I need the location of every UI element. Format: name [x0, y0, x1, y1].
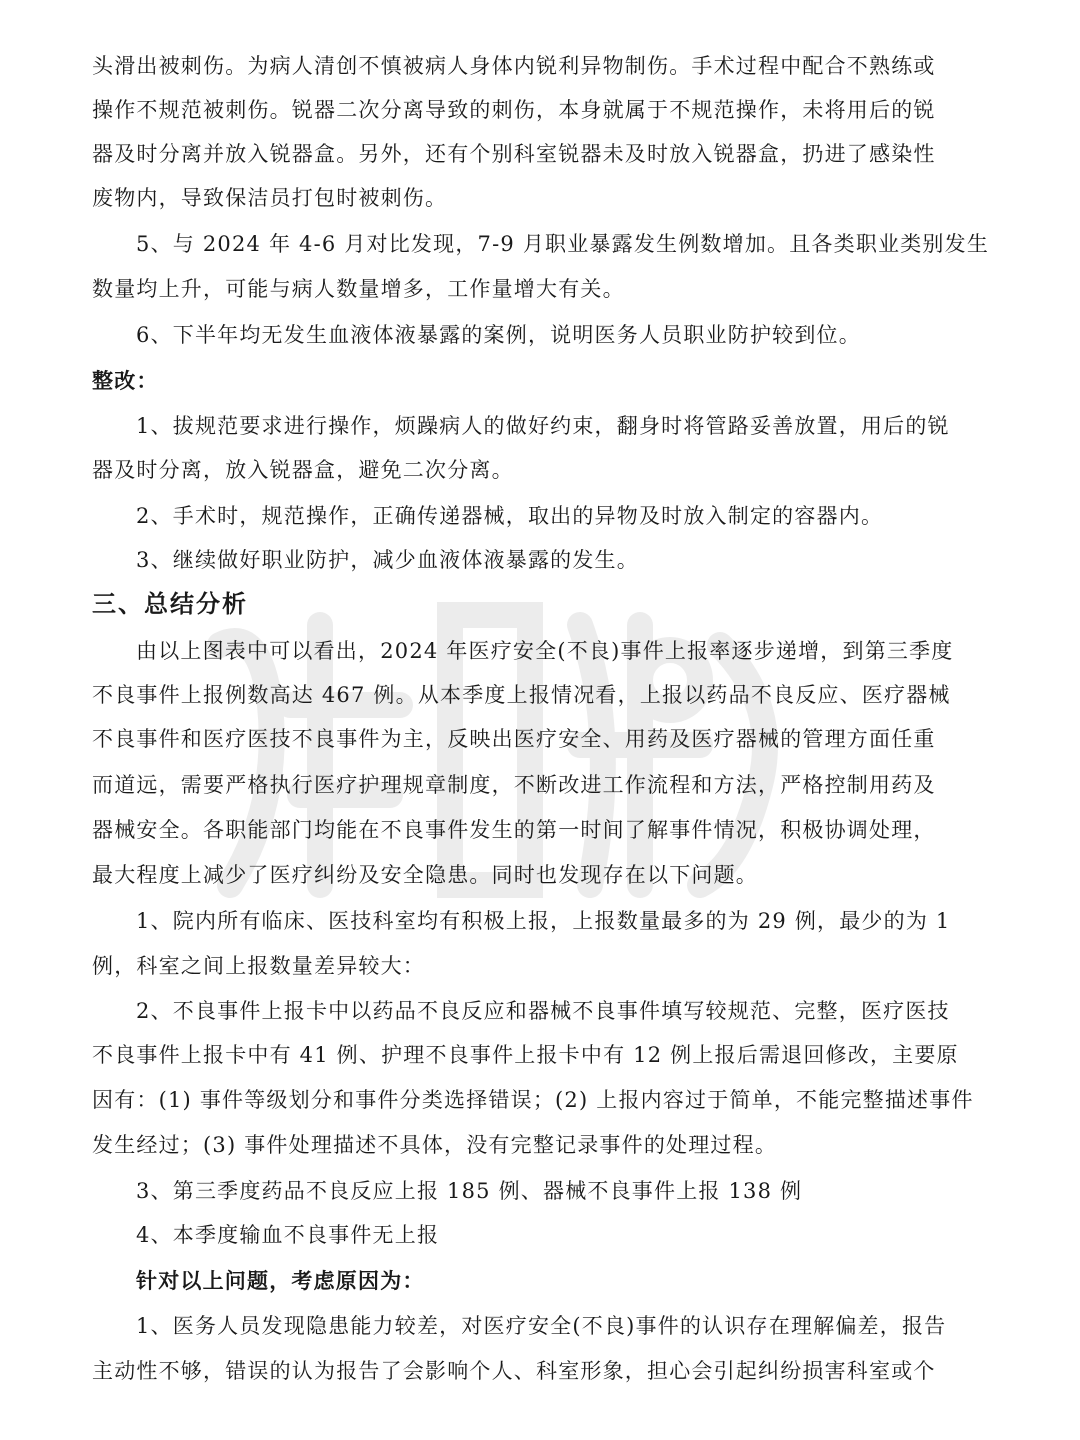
section-heading: 三、总结分析 — [92, 590, 248, 618]
paragraph-line: 4、本季度输血不良事件无上报 — [136, 1223, 440, 1247]
paragraph-line: 废物内，导致保洁员打包时被刺伤。 — [92, 186, 448, 210]
paragraph-line: 不良事件上报卡中有 41 例、护理不良事件上报卡中有 12 例上报后需退回修改，主要原 — [92, 1043, 959, 1067]
paragraph-line: 数量均上升，可能与病人数量增多，工作量增大有关。 — [92, 277, 625, 301]
section-label-rectification: 整改： — [92, 369, 159, 393]
paragraph-line: 头滑出被刺伤。为病人清创不慎被病人身体内锐利异物制伤。手术过程中配合不熟练或 — [92, 54, 936, 78]
paragraph-line: 发生经过；(3) 事件处理描述不具体，没有完整记录事件的处理过程。 — [92, 1133, 778, 1157]
paragraph-line: 器及时分离并放入锐器盒。另外，还有个别科室锐器未及时放入锐器盒，扔进了感染性 — [92, 142, 936, 166]
paragraph-line: 主动性不够，错误的认为报告了会影响个人、科室形象，担心会引起纠纷损害科室或个 — [92, 1359, 936, 1383]
paragraph-line: 2、手术时，规范操作，正确传递器械，取出的异物及时放入制定的容器内。 — [136, 504, 884, 528]
paragraph-line: 1、院内所有临床、医技科室均有积极上报，上报数量最多的为 29 例，最少的为 1 — [136, 909, 951, 933]
paragraph-line: 器及时分离，放入锐器盒，避免二次分离。 — [92, 458, 514, 482]
paragraph-line: 器械安全。各职能部门均能在不良事件发生的第一时间了解事件情况，积极协调处理， — [92, 818, 936, 842]
paragraph-line: 不良事件上报例数高达 467 例。从本季度上报情况看，上报以药品不良反应、医疗器械 — [92, 683, 951, 707]
paragraph-line: 5、与 2024 年 4-6 月对比发现，7-9 月职业暴露发生例数增加。且各类职业类别发生 — [136, 232, 990, 256]
paragraph-line: 1、医务人员发现隐患能力较差，对医疗安全(不良)事件的认识存在理解偏差，报告 — [136, 1314, 947, 1338]
paragraph-line: 因有：(1) 事件等级划分和事件分类选择错误；(2) 上报内容过于简单，不能完整描述事件 — [92, 1088, 974, 1112]
paragraph-line: 最大程度上减少了医疗纠纷及安全隐患。同时也发现存在以下问题。 — [92, 863, 758, 887]
paragraph-line: 3、第三季度药品不良反应上报 185 例、器械不良事件上报 138 例 — [136, 1179, 803, 1203]
paragraph-line: 由以上图表中可以看出，2024 年医疗安全(不良)事件上报率逐步递增，到第三季度 — [136, 639, 954, 663]
paragraph-line: 2、不良事件上报卡中以药品不良反应和器械不良事件填写较规范、完整，医疗医技 — [136, 999, 950, 1023]
subheading-causes: 针对以上问题，考虑原因为： — [136, 1269, 425, 1293]
paragraph-line: 例，科室之间上报数量差异较大： — [92, 954, 425, 978]
paragraph-line: 1、拔规范要求进行操作，烦躁病人的做好约束，翻身时将管路妥善放置，用后的锐 — [136, 414, 950, 438]
paragraph-line: 不良事件和医疗医技不良事件为主，反映出医疗安全、用药及医疗器械的管理方面任重 — [92, 727, 936, 751]
paragraph-line: 而道远，需要严格执行医疗护理规章制度，不断改进工作流程和方法，严格控制用药及 — [92, 773, 936, 797]
paragraph-line: 3、继续做好职业防护，减少血液体液暴露的发生。 — [136, 548, 639, 572]
paragraph-line: 操作不规范被刺伤。锐器二次分离导致的刺伤，本身就属于不规范操作，未将用后的锐 — [92, 98, 936, 122]
paragraph-line: 6、下半年均无发生血液体液暴露的案例，说明医务人员职业防护较到位。 — [136, 323, 861, 347]
